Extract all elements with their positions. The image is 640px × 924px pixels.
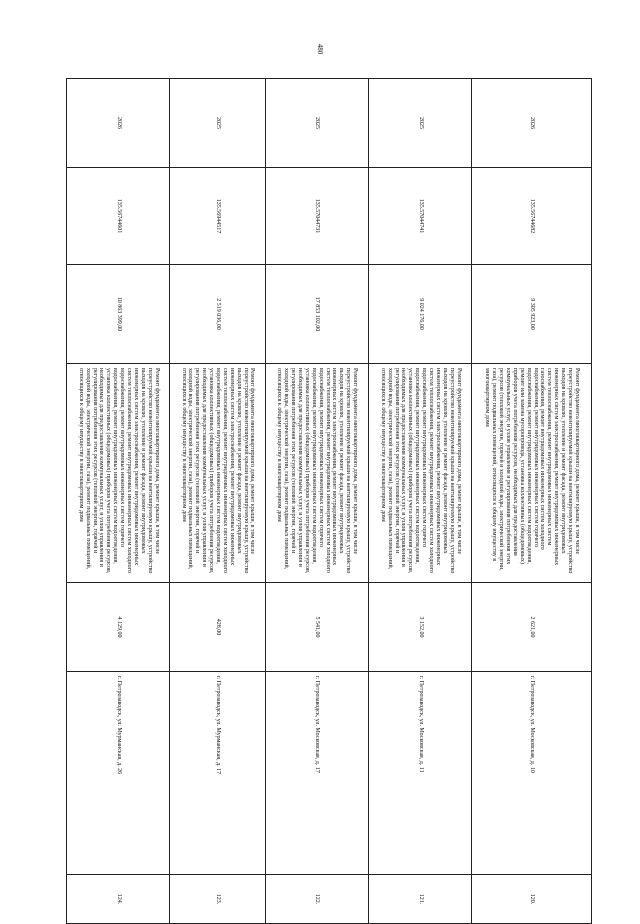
address-cell: г. Петрозаводск, ул. Мурманская, д. 26 xyxy=(67,672,170,875)
code-cell: 135.57044731 xyxy=(265,168,368,265)
address-cell: г. Петрозаводск, ул. Московская, д. 10 xyxy=(472,672,592,875)
year-cell: 2025 xyxy=(265,79,368,168)
cost-cell: 2 519 036,00 xyxy=(170,265,265,364)
works-description-cell: Ремонт фундамента многоквартирного дома, ремонт крыши, в том числе переустройство невентилируемой крыши на вентилируемую крышу, устройство выходов на кровлю, утепление и ремонт фасада, ремонт внутридомовых инженерных систем электроснабжения, ремонт внутридомовых инженерных систем теплоснабжения, ремонт внутридомовых инженерных систем холодного водоснабжения, ремонт внутридомовых инженерных систем горячего водоснабжения, ремонт внутридомовых инженерных систем водоотведения, установка коллективных (общедомовых) приборов учета потребления ресурсов, необходимых для предоставления коммунальных услуг, и узлов управления и регулирования потребления этих ресурсов (тепловой энергии, горячей и холодной воды, электрической энергии, газа), ремонт подвальных помещений, относящихся к общему имуществу в многоквартирном доме xyxy=(369,364,472,583)
code-cell: 135.56744601 xyxy=(67,168,170,265)
cost-cell: 9 024 176,00 xyxy=(369,265,472,364)
table-row xyxy=(67,79,170,924)
area-cell: 5 541,00 xyxy=(265,583,368,672)
row-number-cell: 120. xyxy=(472,875,592,924)
year-cell: 2026 xyxy=(67,79,170,168)
area-cell: 3 152,00 xyxy=(369,583,472,672)
area-cell: 428,00 xyxy=(170,583,265,672)
rotated-table-wrapper xyxy=(66,78,592,905)
cost-cell: 10 863 399,00 xyxy=(67,265,170,364)
repair-schedule-table xyxy=(66,78,592,924)
address-cell: г. Петрозаводск, ул. Московская, д. 17 xyxy=(265,672,368,875)
year-cell: 2025 xyxy=(170,79,265,168)
works-description-cell: Ремонт фундамента многоквартирного дома, ремонт крыши, в том числе переустройство невентилируемой крыши на вентилируемую крышу, устройство выходов на кровлю, утепление и ремонт фасада, ремонт внутридомовых инженерных систем электроснабжения, ремонт внутридомовых инженерных систем теплоснабжения, ремонт внутридомовых инженерных систем холодного водоснабжения, ремонт внутридомовых инженерных систем горячего водоснабжения, ремонт внутридомовых инженерных систем водоотведения, установка коллективных (общедомовых) приборов учета потребления ресурсов, необходимых для предоставления коммунальных услуг, и узлов управления и регулирования потребления этих ресурсов (тепловой энергии, горячей и холодной воды, электрической энергии, газа), ремонт подвальных помещений, относящихся к общему имуществу в многоквартирном доме xyxy=(67,364,170,583)
works-description-cell: Ремонт фундамента многоквартирного дома, ремонт крыши, в том числе переустройство невентилируемой крыши на вентилируемую крышу, устройство выходов на кровлю, утепление и ремонт фасада, ремонт внутридомовых инженерных систем электроснабжения, ремонт внутридомовых инженерных систем теплоснабжения, ремонт внутридомовых инженерных систем холодного водоснабжения, ремонт внутридомовых инженерных систем водоотведения, установка коллективных (общедомовых) приборов учета потребления ресурсов, необходимых для предоставления коммунальных услуг, и узлов управления и регулирования потребления этих ресурсов (тепловой энергии, горячей и холодной воды, электрической энергии, газа), ремонт подвальных помещений, относящихся к общему имуществу в многоквартирном доме xyxy=(170,364,265,583)
address-cell: г. Петрозаводск, ул. Московская, д. 11 xyxy=(369,672,472,875)
year-cell: 2025 xyxy=(369,79,472,168)
code-cell: 135.56744682 xyxy=(472,168,592,265)
table-row xyxy=(265,79,368,924)
area-cell: 2 621,00 xyxy=(472,583,592,672)
works-description-cell: Ремонт фундамента многоквартирного дома, ремонт крыши, в том числе переустройство невентилируемой крыши на вентилируемую крышу, устройство выходов на кровлю, утепление и ремонт фасада, ремонт внутридомовых инженерных систем электроснабжения, ремонт внутридомовых инженерных систем теплоснабжения, ремонт внутридомовых инженерных систем газоснабжения, ремонт внутридомовых инженерных систем холодного водоснабжения, ремонт внутридомовых инженерных систем горячего водоснабжения, ремонт внутридомовых инженерных систем водоотведения, ремонт или замена мусоропровода, установка коллективных (общедомовых) приборов учета потребления ресурсов, необходимых для предоставления коммунальных услуг, и узлов управления и регулирования потребления этих ресурсов (тепловой энергии, горячей и холодной воды, электрической энергии, газа), ремонт подвальных помещений, относящихся к общему имуществу в многоквартирном доме xyxy=(472,364,592,583)
code-cell: 135.57044741 xyxy=(369,168,472,265)
page-number: 480 xyxy=(316,43,324,55)
year-cell: 2026 xyxy=(472,79,592,168)
row-number-cell: 121. xyxy=(369,875,472,924)
row-number-cell: 123. xyxy=(170,875,265,924)
cost-cell: 9 305 923,00 xyxy=(472,265,592,364)
code-cell: 135.56944517 xyxy=(170,168,265,265)
table-row xyxy=(369,79,472,924)
row-number-cell: 122. xyxy=(265,875,368,924)
row-number-cell: 124. xyxy=(67,875,170,924)
table-row xyxy=(472,79,592,924)
works-description-cell: Ремонт фундамента многоквартирного дома, ремонт крыши, в том числе переустройство невентилируемой крыши на вентилируемую крышу, устройство выходов на кровлю, утепление и ремонт фасада, ремонт внутридомовых инженерных систем электроснабжения, ремонт внутридомовых инженерных систем теплоснабжения, ремонт внутридомовых инженерных систем холодного водоснабжения, ремонт внутридомовых инженерных систем горячего водоснабжения, ремонт внутридомовых инженерных систем водоотведения, установка коллективных (общедомовых) приборов учета потребления ресурсов, необходимых для предоставления коммунальных услуг, и узлов управления и регулирования потребления этих ресурсов (тепловой энергии, горячей и холодной воды, электрической энергии, газа), ремонт подвальных помещений, относящихся к общему имуществу в многоквартирном доме xyxy=(265,364,368,583)
table-row xyxy=(170,79,265,924)
address-cell: г. Петрозаводск, ул. Мурманская, д. 17 xyxy=(170,672,265,875)
cost-cell: 17 853 102,00 xyxy=(265,265,368,364)
area-cell: 4 129,00 xyxy=(67,583,170,672)
